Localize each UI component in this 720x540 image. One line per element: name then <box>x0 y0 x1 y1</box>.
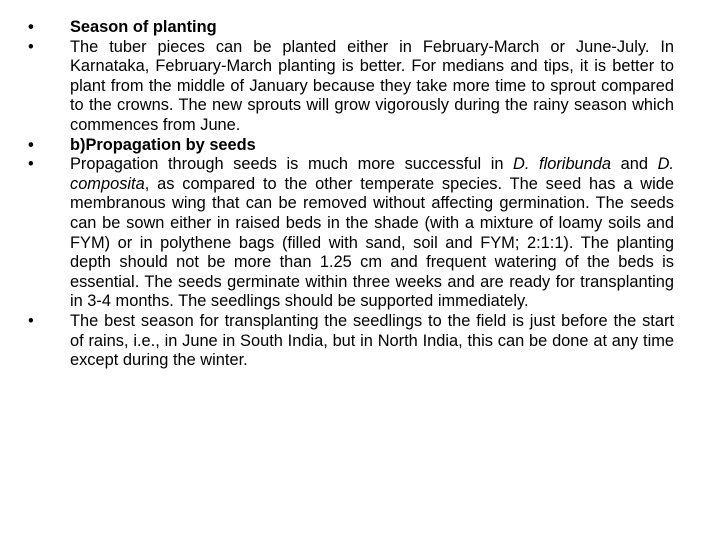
bullet-icon: • <box>28 135 34 154</box>
bullet-icon: • <box>28 37 34 56</box>
bullet-item-tuber-planting <box>28 38 674 136</box>
bullet-text: The best season for transplanting the seedlings to the field is just before the start of rains, i.e., in June in South India, but in North India, this can be done at any time except during the winter. <box>70 311 674 370</box>
bullet-item-transplanting-season <box>28 312 674 371</box>
bullet-text: b)Propagation by seeds <box>70 135 256 154</box>
species-name: D. composita <box>70 155 674 193</box>
bullet-text: The tuber pieces can be planted either in February-March or June-July. In Karnataka, February-March planting is better. For medians and tips, it is better to plant from the middle of January because they take more time to sprout compared to the crowns. The new sprouts will grow vigorously during the rainy season which commences from June. <box>70 37 674 134</box>
bullet-text-part: , as compared to the other temperate species. The seed has a wide membranous wing that can be removed without affecting germination. The seeds can be sown either in raised beds in the shade (with a mixture of loamy soils and FYM) or in polythene bags (filled with sand, soil and FYM; 2:1:1). The planting depth should not be more than 1.25 cm and frequent watering of the beds is essential. The seeds germinate within three weeks and are ready for transplanting in 3-4 months. The seedlings should be supported immediately. <box>70 174 674 311</box>
bullet-text-part: and <box>611 155 658 174</box>
bullet-icon: • <box>28 18 34 36</box>
species-name: D. floribunda <box>513 155 612 174</box>
bullet-text-part: Propagation through seeds is much more successful in <box>70 155 514 174</box>
bullet-item-seed-heading <box>28 136 674 156</box>
bullet-icon: • <box>28 311 34 330</box>
bullet-icon: • <box>28 155 34 174</box>
bullet-item-seed-propagation <box>28 155 674 312</box>
bullet-item-season-heading <box>28 18 674 38</box>
bullet-text: Season of planting <box>70 18 217 36</box>
bullet-list <box>28 18 674 371</box>
